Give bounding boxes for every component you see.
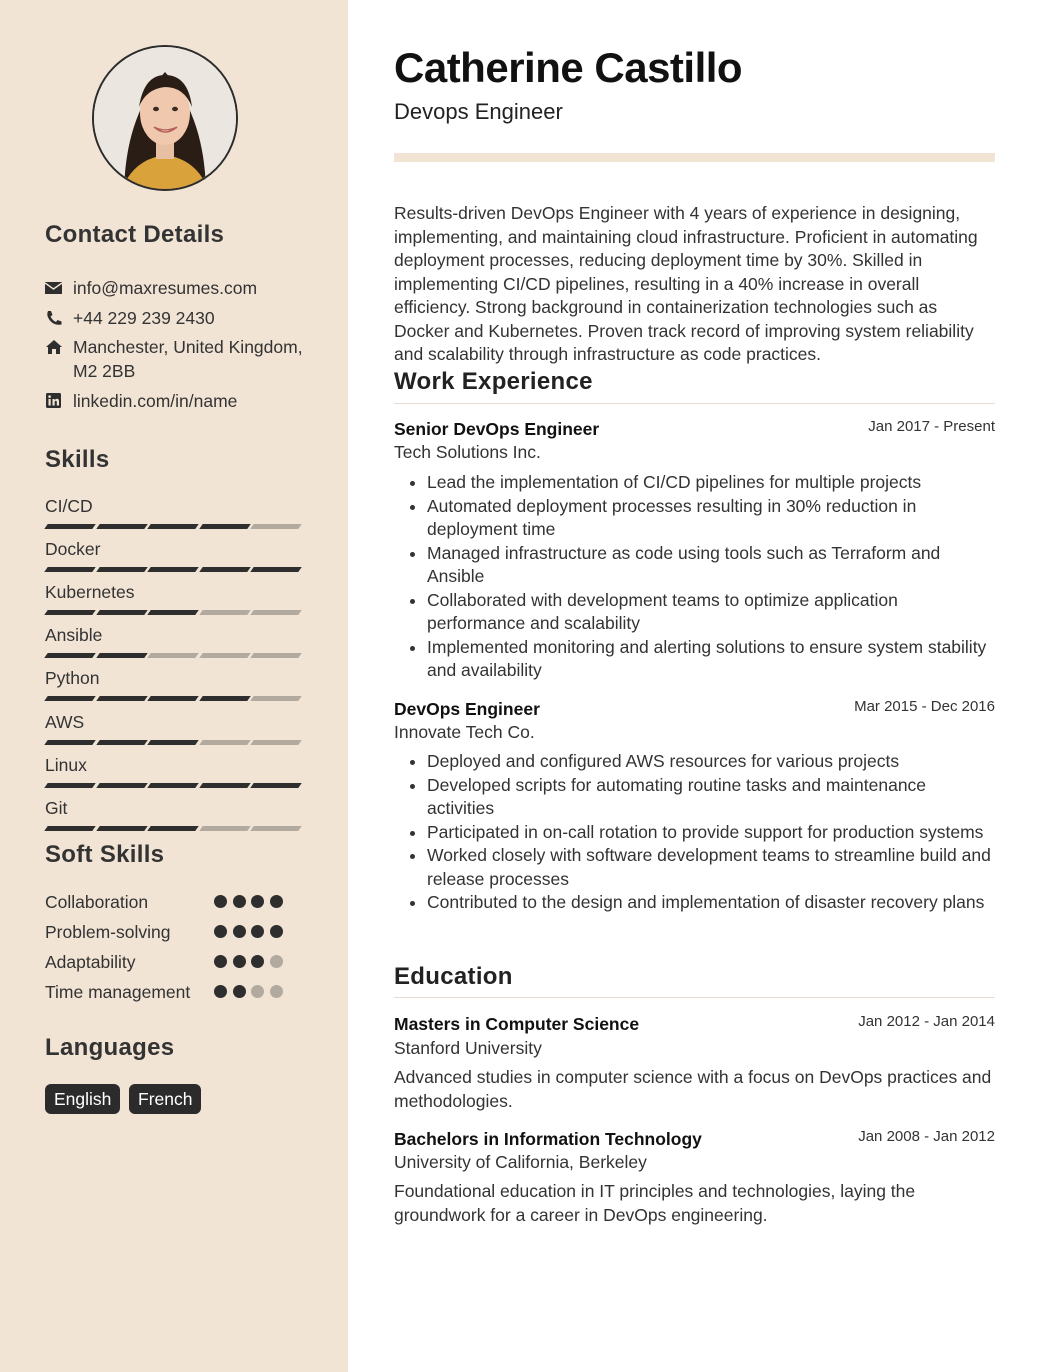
skill-level-segment — [44, 783, 96, 788]
skill-level-segment — [44, 653, 96, 658]
skill-level-segment — [147, 524, 199, 529]
job-company: Innovate Tech Co. — [394, 722, 535, 742]
skill-level-segment — [96, 524, 148, 529]
home-icon — [45, 339, 63, 355]
list-item: • Worked closely with software development teams to streamline build and release processes — [427, 844, 995, 891]
rating-dot — [270, 955, 283, 968]
skill-level-segment — [199, 826, 251, 831]
job-title: DevOps Engineer — [394, 699, 540, 719]
skill-level-bar — [46, 524, 302, 529]
skill-level-segment — [147, 783, 199, 788]
skill-name: Linux — [45, 755, 87, 775]
skill-level-segment — [96, 653, 148, 658]
soft-skill-rating — [214, 985, 294, 999]
degree-title: Bachelors in Information Technology — [394, 1129, 702, 1149]
skill-level-segment — [44, 826, 96, 831]
skill-level-segment — [96, 826, 148, 831]
rating-dot — [214, 955, 227, 968]
soft-skill-name: Adaptability — [45, 952, 136, 972]
soft-skill-name: Time management — [45, 982, 191, 1002]
rating-dot — [270, 925, 283, 938]
language-badge-french: French — [129, 1084, 201, 1114]
skill-level-bar — [46, 653, 302, 658]
rating-dot — [251, 925, 264, 938]
degree-dates: Jan 2008 - Jan 2012 — [858, 1128, 995, 1145]
skill-level-segment — [44, 524, 96, 529]
skills-heading: Skills — [45, 446, 110, 473]
skill-level-segment — [250, 826, 302, 831]
job-title: Senior DevOps Engineer — [394, 419, 600, 439]
languages-heading: Languages — [45, 1034, 175, 1061]
skill-level-segment — [250, 696, 302, 701]
rating-dot — [251, 985, 264, 998]
email-text: info@maxresumes.com — [73, 278, 258, 298]
degree-title: Masters in Computer Science — [394, 1014, 640, 1034]
skill-level-segment — [199, 696, 251, 701]
skill-level-segment — [147, 653, 199, 658]
soft-skill-name: Collaboration — [45, 892, 149, 912]
address-text: Manchester, United Kingdom, M2 2BB — [73, 337, 303, 381]
skill-level-segment — [199, 524, 251, 529]
skill-level-segment — [96, 783, 148, 788]
skill-level-segment — [250, 524, 302, 529]
skill-level-segment — [199, 783, 251, 788]
skill-level-segment — [147, 610, 199, 615]
contact-heading: Contact Details — [45, 221, 225, 248]
list-item: • Automated deployment processes resulting in 30% reduction in deployment time — [427, 495, 995, 542]
list-item: • Participated in on-call rotation to provide support for production systems — [427, 821, 995, 845]
list-item: • Collaborated with development teams to optimize application performance and scalability — [427, 589, 995, 636]
experience-rule — [394, 403, 995, 404]
degree-dates: Jan 2012 - Jan 2014 — [858, 1013, 995, 1030]
list-item: • Managed infrastructure as code using tools such as Terraform and Ansible — [427, 542, 995, 589]
rating-dot — [214, 895, 227, 908]
sidebar — [0, 0, 348, 1372]
summary-text: Results-driven DevOps Engineer with 4 years of experience in designing, implementing, and maintaining cloud infrastructure. Proficient in automating deployment processes, reducing deployment time by 30%. Skilled in implementing CI/CD pipelines, resulting in a 40% increase in overall efficiency. Strong background in containerization technologies such as Docker and Kubernetes. Proven track record of improving system reliability and scalability through infrastructure as code practices. — [394, 203, 978, 364]
school-name: Stanford University — [394, 1038, 542, 1058]
education-rule — [394, 997, 995, 998]
skill-level-segment — [250, 783, 302, 788]
experience-heading: Work Experience — [394, 368, 593, 395]
skill-level-segment — [147, 740, 199, 745]
soft-skill-rating — [214, 955, 294, 969]
skill-name: Python — [45, 668, 100, 688]
skill-level-segment — [250, 610, 302, 615]
skill-name: AWS — [45, 712, 85, 732]
skill-name: Kubernetes — [45, 582, 135, 602]
job-bullets — [394, 471, 995, 683]
list-item: • Developed scripts for automating routine tasks and maintenance activities — [427, 774, 995, 821]
language-badge-english: English — [45, 1084, 120, 1114]
profile-photo — [92, 45, 238, 191]
skill-level-bar — [46, 826, 302, 831]
rating-dot — [233, 985, 246, 998]
envelope-icon — [45, 280, 63, 296]
phone-icon — [45, 310, 63, 326]
skill-name: Ansible — [45, 625, 103, 645]
list-item: • Contributed to the design and implementation of disaster recovery plans — [427, 891, 995, 915]
job-bullets — [394, 750, 995, 915]
rating-dot — [214, 985, 227, 998]
soft-skill-name: Problem-solving — [45, 922, 171, 942]
linkedin-icon — [45, 393, 63, 409]
job-dates: Jan 2017 - Present — [868, 418, 995, 435]
degree-description: Foundational education in IT principles and technologies, laying the groundwork for a career in DevOps engineering. — [394, 1181, 916, 1225]
skill-name: Docker — [45, 539, 101, 559]
skill-name: Git — [45, 798, 68, 818]
list-item: • Lead the implementation of CI/CD pipelines for multiple projects — [427, 471, 995, 495]
job-company: Tech Solutions Inc. — [394, 442, 541, 462]
soft-skills-heading: Soft Skills — [45, 841, 165, 868]
degree-description: Advanced studies in computer science with a focus on DevOps practices and methodologies. — [394, 1067, 992, 1111]
rating-dot — [251, 955, 264, 968]
skill-level-segment — [147, 567, 199, 572]
skill-level-bar — [46, 696, 302, 701]
header-divider — [394, 153, 995, 162]
skill-level-segment — [44, 567, 96, 572]
skill-level-segment — [44, 696, 96, 701]
skill-level-segment — [199, 740, 251, 745]
skill-level-segment — [250, 567, 302, 572]
rating-dot — [233, 955, 246, 968]
soft-skill-rating — [214, 895, 294, 909]
job-dates: Mar 2015 - Dec 2016 — [854, 698, 995, 715]
skill-level-segment — [96, 610, 148, 615]
rating-dot — [233, 925, 246, 938]
skill-level-segment — [250, 653, 302, 658]
skill-level-segment — [199, 567, 251, 572]
skill-level-segment — [199, 653, 251, 658]
school-name: University of California, Berkeley — [394, 1152, 647, 1172]
skill-level-segment — [44, 610, 96, 615]
skill-level-segment — [147, 696, 199, 701]
skill-level-segment — [96, 740, 148, 745]
skill-level-bar — [46, 740, 302, 745]
skill-level-segment — [250, 740, 302, 745]
person-name: Catherine Castillo — [394, 44, 743, 91]
list-item: • Implemented monitoring and alerting solutions to ensure system stability and availability — [427, 636, 995, 683]
skill-level-segment — [96, 567, 148, 572]
rating-dot — [233, 895, 246, 908]
list-item: • Deployed and configured AWS resources for various projects — [427, 750, 995, 774]
rating-dot — [270, 895, 283, 908]
skill-level-bar — [46, 567, 302, 572]
skill-level-segment — [199, 610, 251, 615]
skill-level-bar — [46, 610, 302, 615]
phone-text: +44 229 239 2430 — [73, 308, 215, 328]
person-role: Devops Engineer — [394, 99, 563, 124]
education-heading: Education — [394, 963, 513, 990]
rating-dot — [214, 925, 227, 938]
rating-dot — [251, 895, 264, 908]
skill-level-segment — [147, 826, 199, 831]
linkedin-text: linkedin.com/in/name — [73, 391, 238, 411]
soft-skill-rating — [214, 925, 294, 939]
skill-level-segment — [44, 740, 96, 745]
skill-level-segment — [96, 696, 148, 701]
skill-name: CI/CD — [45, 496, 93, 516]
skill-level-bar — [46, 783, 302, 788]
rating-dot — [270, 985, 283, 998]
